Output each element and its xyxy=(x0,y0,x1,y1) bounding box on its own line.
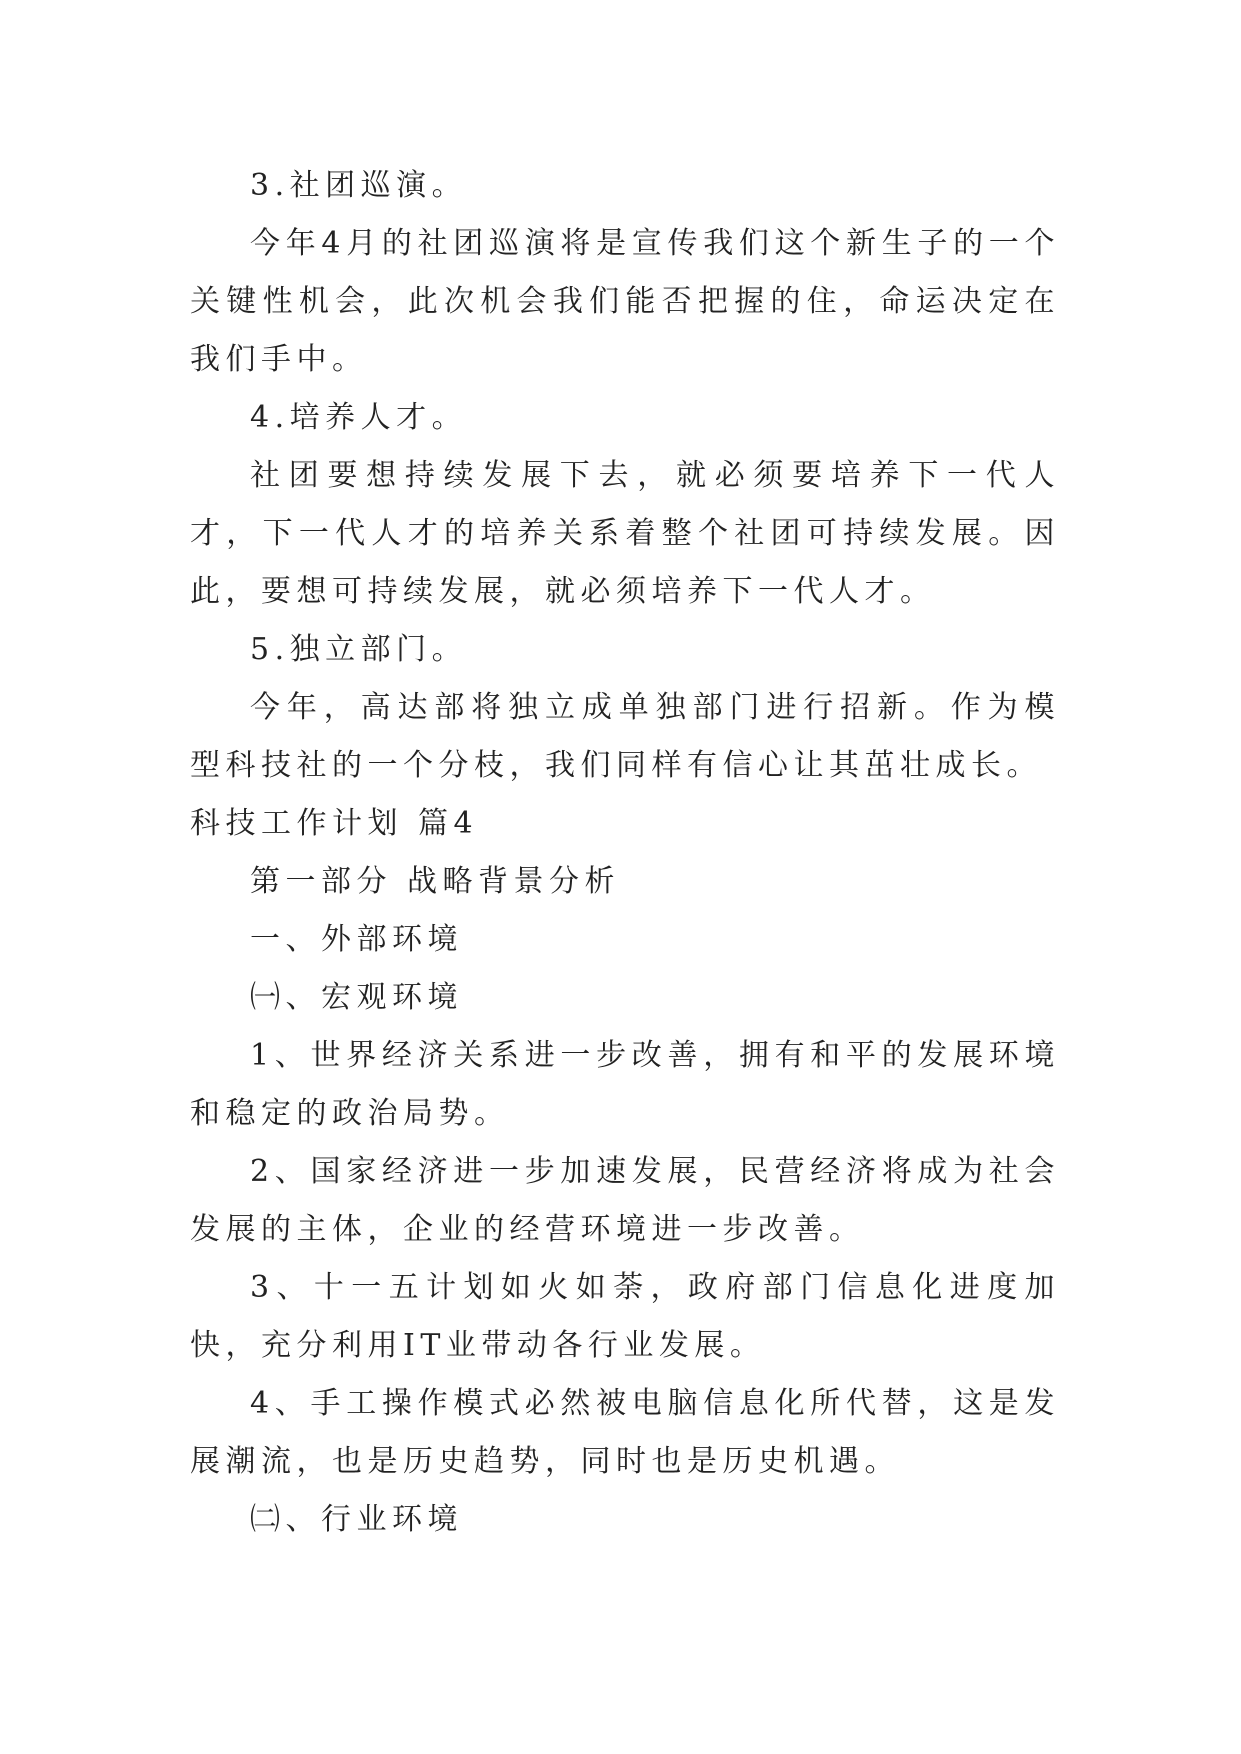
industry-environment-heading: ㈡、行业环境 xyxy=(250,1502,463,1537)
paragraph-club-tour-body: 今年4月的社团巡演将是宣传我们这个新生子的一个关键性机会，此次机会我们能否把握的住，命运决定在我们手中。 xyxy=(190,226,1060,377)
paragraph-macro-item-3: 3、十一五计划如火如荼，政府部门信息化进度加快，充分利用IT业带动各行业发展。 xyxy=(190,1270,1060,1363)
section-title: 科技工作计划 篇4 xyxy=(190,806,479,841)
paragraph-macro-item-2: 2、国家经济进一步加速发展，民营经济将成为社会发展的主体，企业的经营环境进一步改善。 xyxy=(190,1154,1060,1247)
paragraph-3-club-tour-heading: 3.社团巡演。 xyxy=(250,168,468,203)
paragraph-talent-body: 社团要想持续发展下去，就必须要培养下一代人才，下一代人才的培养关系着整个社团可持续发展。因此，要想可持续发展，就必须培养下一代人才。 xyxy=(190,458,1060,609)
macro-environment-heading: ㈠、宏观环境 xyxy=(250,980,463,1015)
paragraph-department-body: 今年，高达部将独立成单独部门进行招新。作为模型科技社的一个分枝，我们同样有信心让其茁壮成长。 xyxy=(190,690,1060,783)
document-body xyxy=(190,157,1060,1549)
paragraph-5-department-heading: 5.独立部门。 xyxy=(250,632,468,667)
paragraph-macro-item-1: 1、世界经济关系进一步改善，拥有和平的发展环境和稳定的政治局势。 xyxy=(190,1038,1060,1131)
paragraph-macro-item-4: 4、手工操作模式必然被电脑信息化所代替，这是发展潮流，也是历史趋势，同时也是历史机遇。 xyxy=(190,1386,1060,1479)
part-one-heading: 第一部分 战略背景分析 xyxy=(250,864,621,899)
paragraph-4-talent-heading: 4.培养人才。 xyxy=(250,400,468,435)
external-environment-heading: 一、外部环境 xyxy=(250,922,463,957)
